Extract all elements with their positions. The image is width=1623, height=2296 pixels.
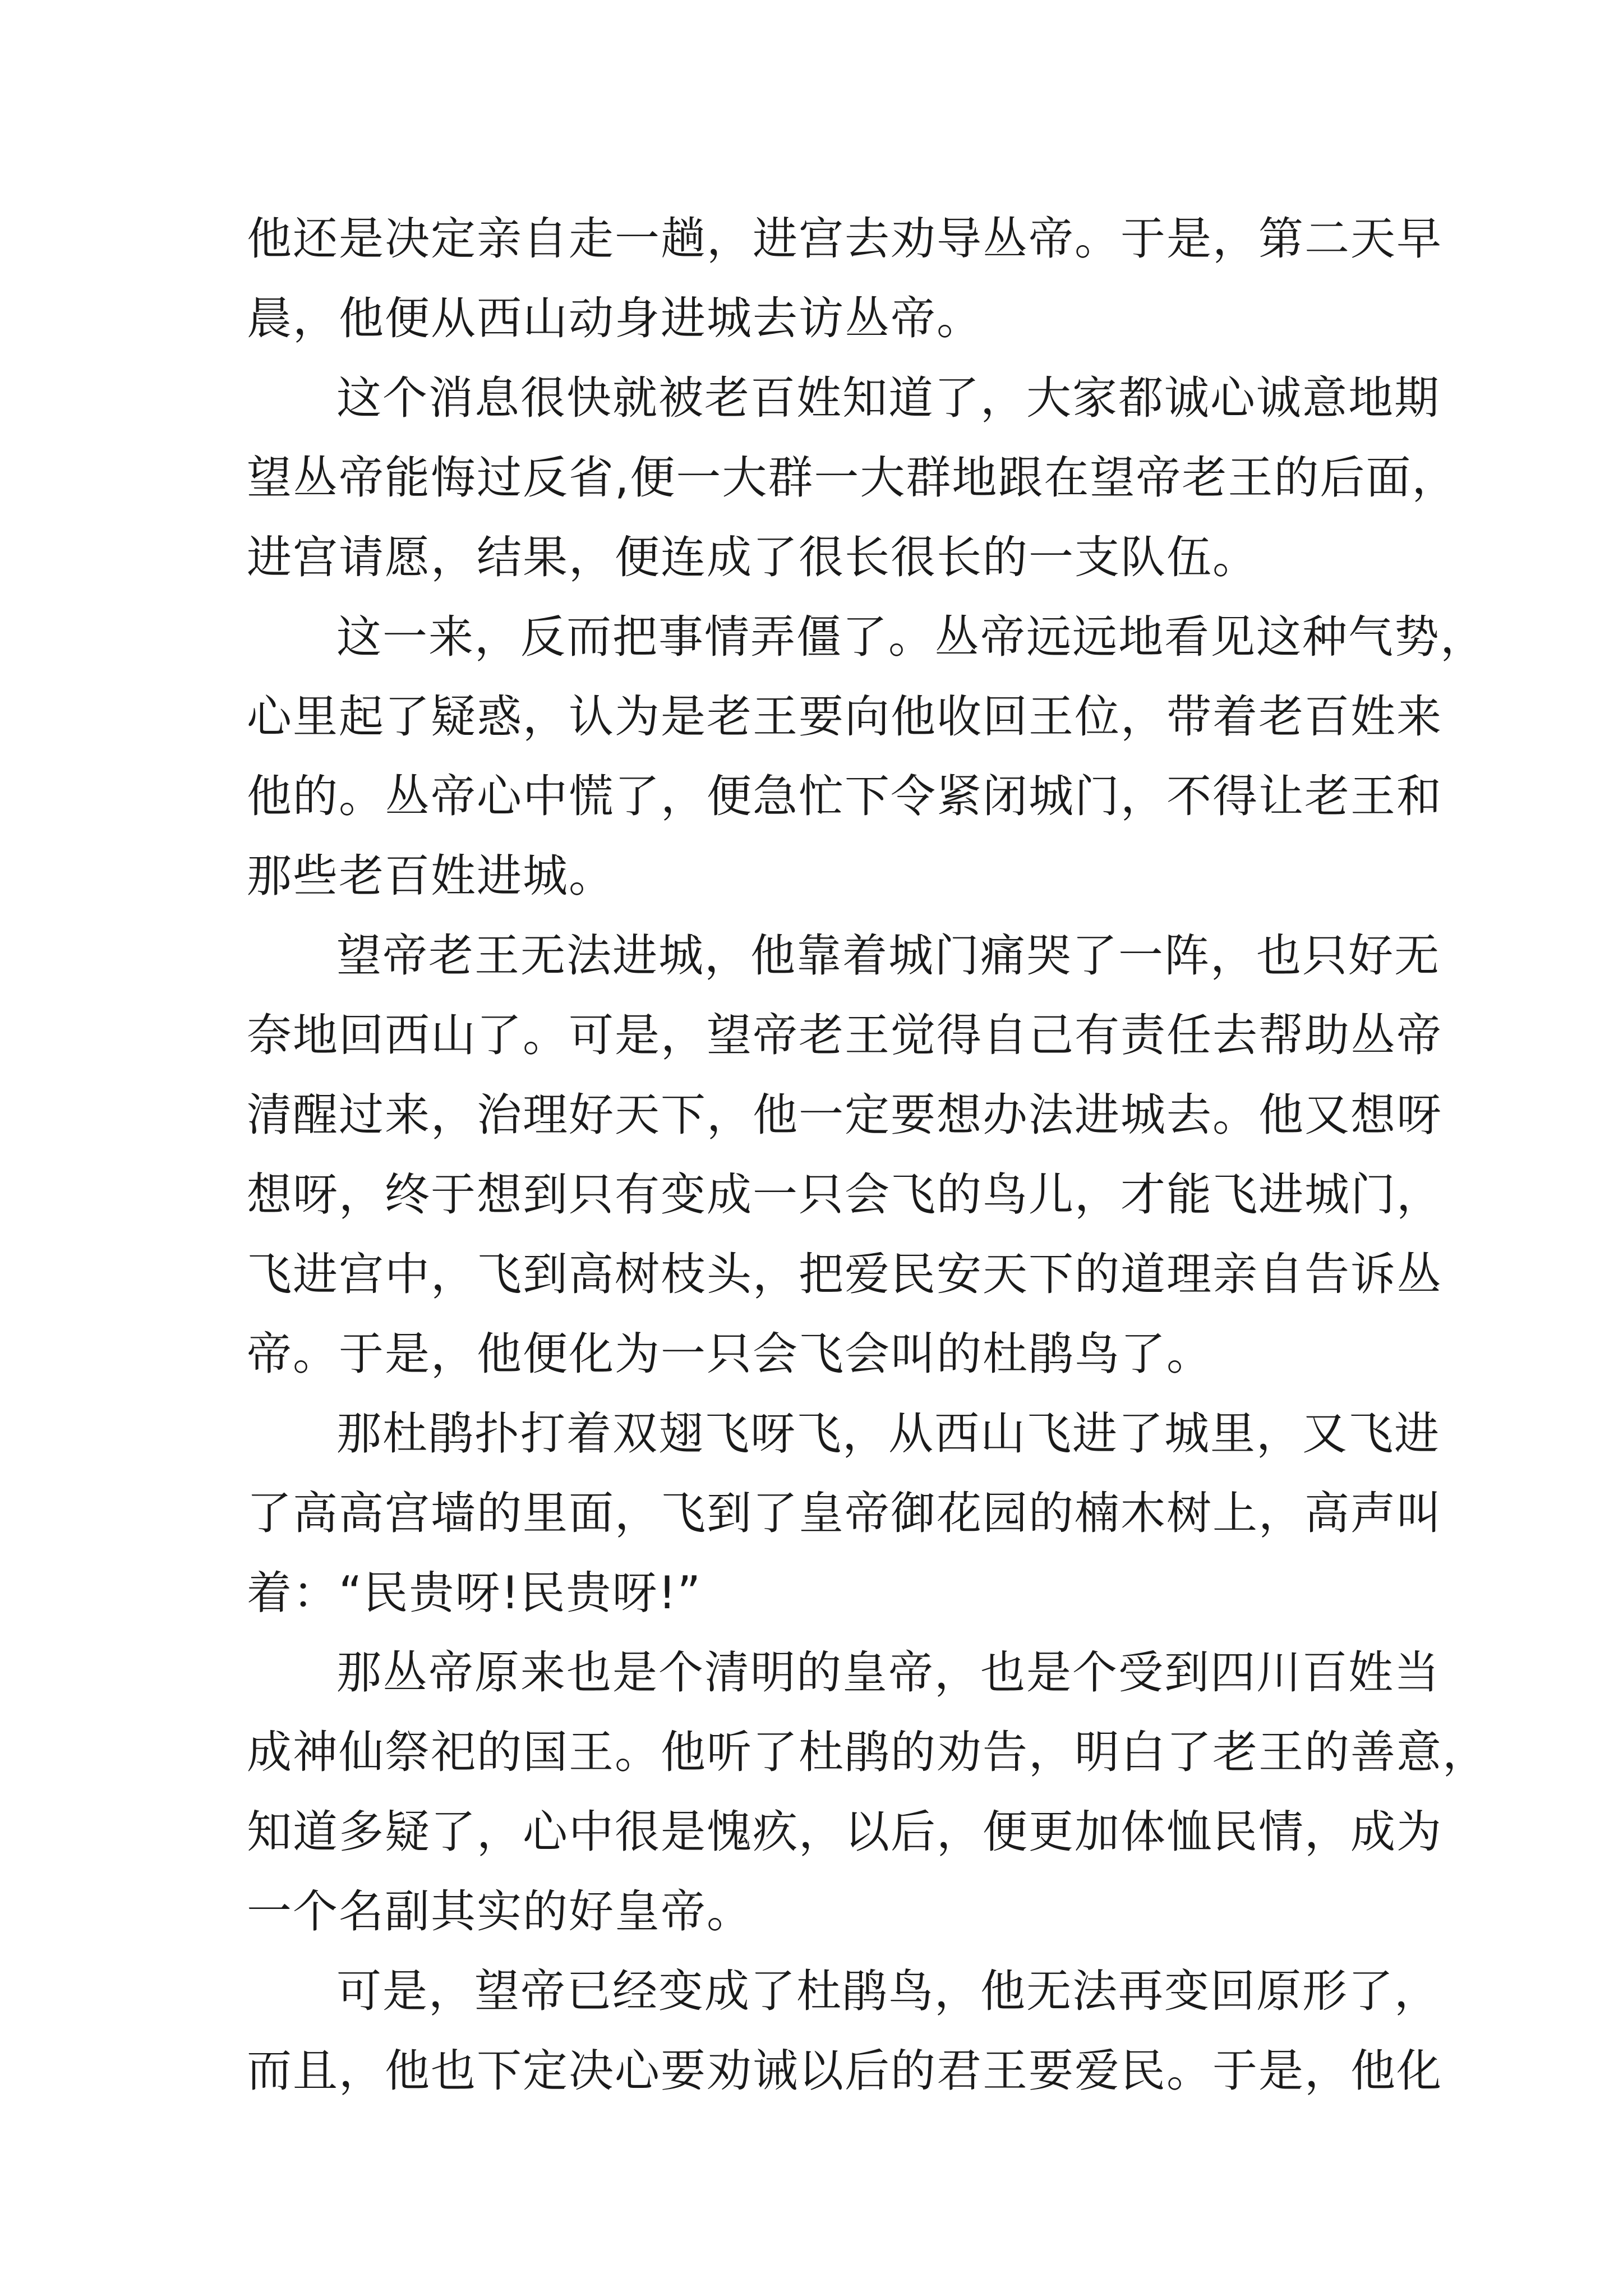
text-line: 晨，他便从西山动身进城去访丛帝。: [247, 292, 983, 344]
text-line: 他还是决定亲自走一趟，进宫去劝导丛帝。于是，第二天早: [247, 213, 1442, 265]
text-line: 帝。于是，他便化为一只会飞会叫的杜鹃鸟了。: [247, 1328, 1212, 1380]
text-line: 他的。丛帝心中慌了，便急忙下令紧闭城门，不得让老王和: [247, 770, 1442, 822]
text-line: 可是，望帝已经变成了杜鹃鸟，他无法再变回原形了，: [336, 1965, 1440, 2017]
text-line: 想呀，终于想到只有变成一只会飞的鸟儿，才能飞进城门，: [247, 1168, 1442, 1221]
body-text: [247, 199, 1488, 2111]
text-line: 成神仙祭祀的国王。他听了杜鹃的劝告，明白了老王的善意，: [247, 1726, 1488, 1778]
text-line: 这个消息很快就被老百姓知道了，大家都诚心诚意地期: [336, 372, 1440, 424]
text-line: 了高高宫墙的里面，飞到了皇帝御花园的楠木树上，高声叫: [247, 1487, 1442, 1539]
text-line: 飞进宫中，飞到高树枝头，把爱民安天下的道理亲自告诉丛: [247, 1248, 1442, 1300]
text-line: 知道多疑了，心中很是愧疚，以后，便更加体恤民情，成为: [247, 1806, 1442, 1858]
text-line: 进宫请愿，结果，便连成了很长很长的一支队伍。: [247, 531, 1258, 583]
text-line: 望丛帝能悔过反省,便一大群一大群地跟在望帝老王的后面，: [247, 452, 1458, 504]
text-line: 着：“民贵呀!民贵呀!”: [247, 1567, 702, 1619]
text-line: 那杜鹃扑打着双翅飞呀飞，从西山飞进了城里，又飞进: [336, 1407, 1440, 1460]
text-line: 清醒过来，治理好天下，他一定要想办法进城去。他又想呀: [247, 1089, 1442, 1141]
text-line: 而且，他也下定决心要劝诫以后的君王要爱民。于是，他化: [247, 2045, 1442, 2097]
text-line: 奈地回西山了。可是，望帝老王觉得自己有责任去帮助丛帝: [247, 1009, 1442, 1061]
text-line: 望帝老王无法进城，他靠着城门痛哭了一阵，也只好无: [336, 930, 1440, 982]
text-line: 那丛帝原来也是个清明的皇帝，也是个受到四川百姓当: [336, 1646, 1440, 1699]
text-line: 心里起了疑惑，认为是老王要向他收回王位，带着老百姓来: [247, 691, 1442, 743]
text-line: 这一来，反而把事情弄僵了。丛帝远远地看见这种气势，: [336, 611, 1486, 663]
text-line: 那些老百姓进城。: [247, 850, 615, 902]
text-line: 一个名副其实的好皇帝。: [247, 1885, 753, 1938]
